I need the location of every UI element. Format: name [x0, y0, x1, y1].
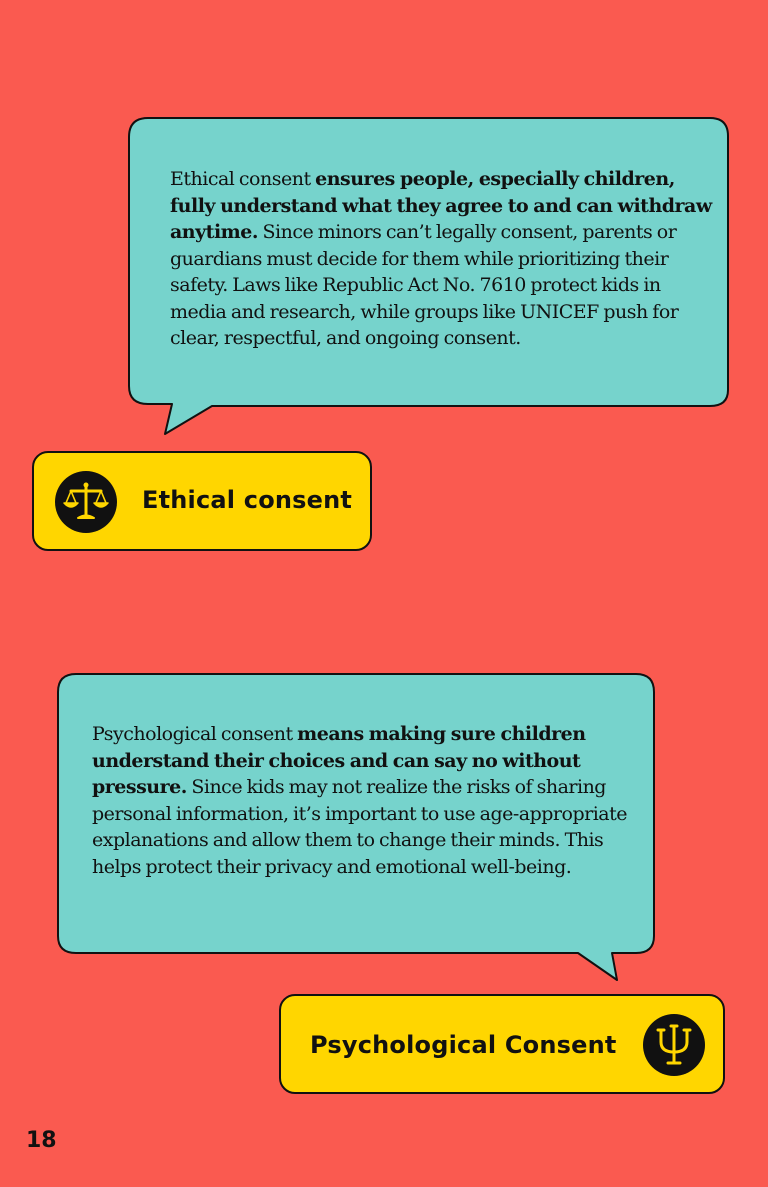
ethical-consent-label — [32, 451, 372, 551]
scales-of-justice-icon — [55, 471, 117, 533]
ethical-text-intro: Ethical consent — [170, 168, 316, 190]
ethical-text-emphasis: ensures people, especially children, fully understand what they agree to and can withdraw anytime. — [170, 168, 712, 243]
psychological-consent-text — [92, 721, 637, 880]
ethical-consent-text — [170, 166, 715, 352]
psi-symbol-icon — [643, 1014, 705, 1076]
psychological-text-body: Since kids may not realize the risks of sharing personal information, it’s important to use age-appropriate explanations and allow them to change their minds. This helps protect their privacy and emotional well-being. — [92, 776, 627, 878]
ethical-consent-label-text: Ethical consent — [142, 486, 353, 514]
page-number: 18 — [26, 1128, 57, 1153]
ethical-text-body: Since minors can’t legally consent, parents or guardians must decide for them while prioritizing their safety. Laws like Republic Act No. 7610 protect kids in media and research, while groups like UNICEF push for clear, respectful, and ongoing consent. — [170, 221, 679, 349]
psychological-text-intro: Psychological consent — [92, 723, 298, 745]
psychological-consent-label — [279, 994, 725, 1094]
psychological-consent-label-text: Psychological Consent — [310, 1031, 617, 1059]
psychological-text-emphasis: means making sure children understand their choices and can say no without pressure. — [92, 723, 586, 798]
